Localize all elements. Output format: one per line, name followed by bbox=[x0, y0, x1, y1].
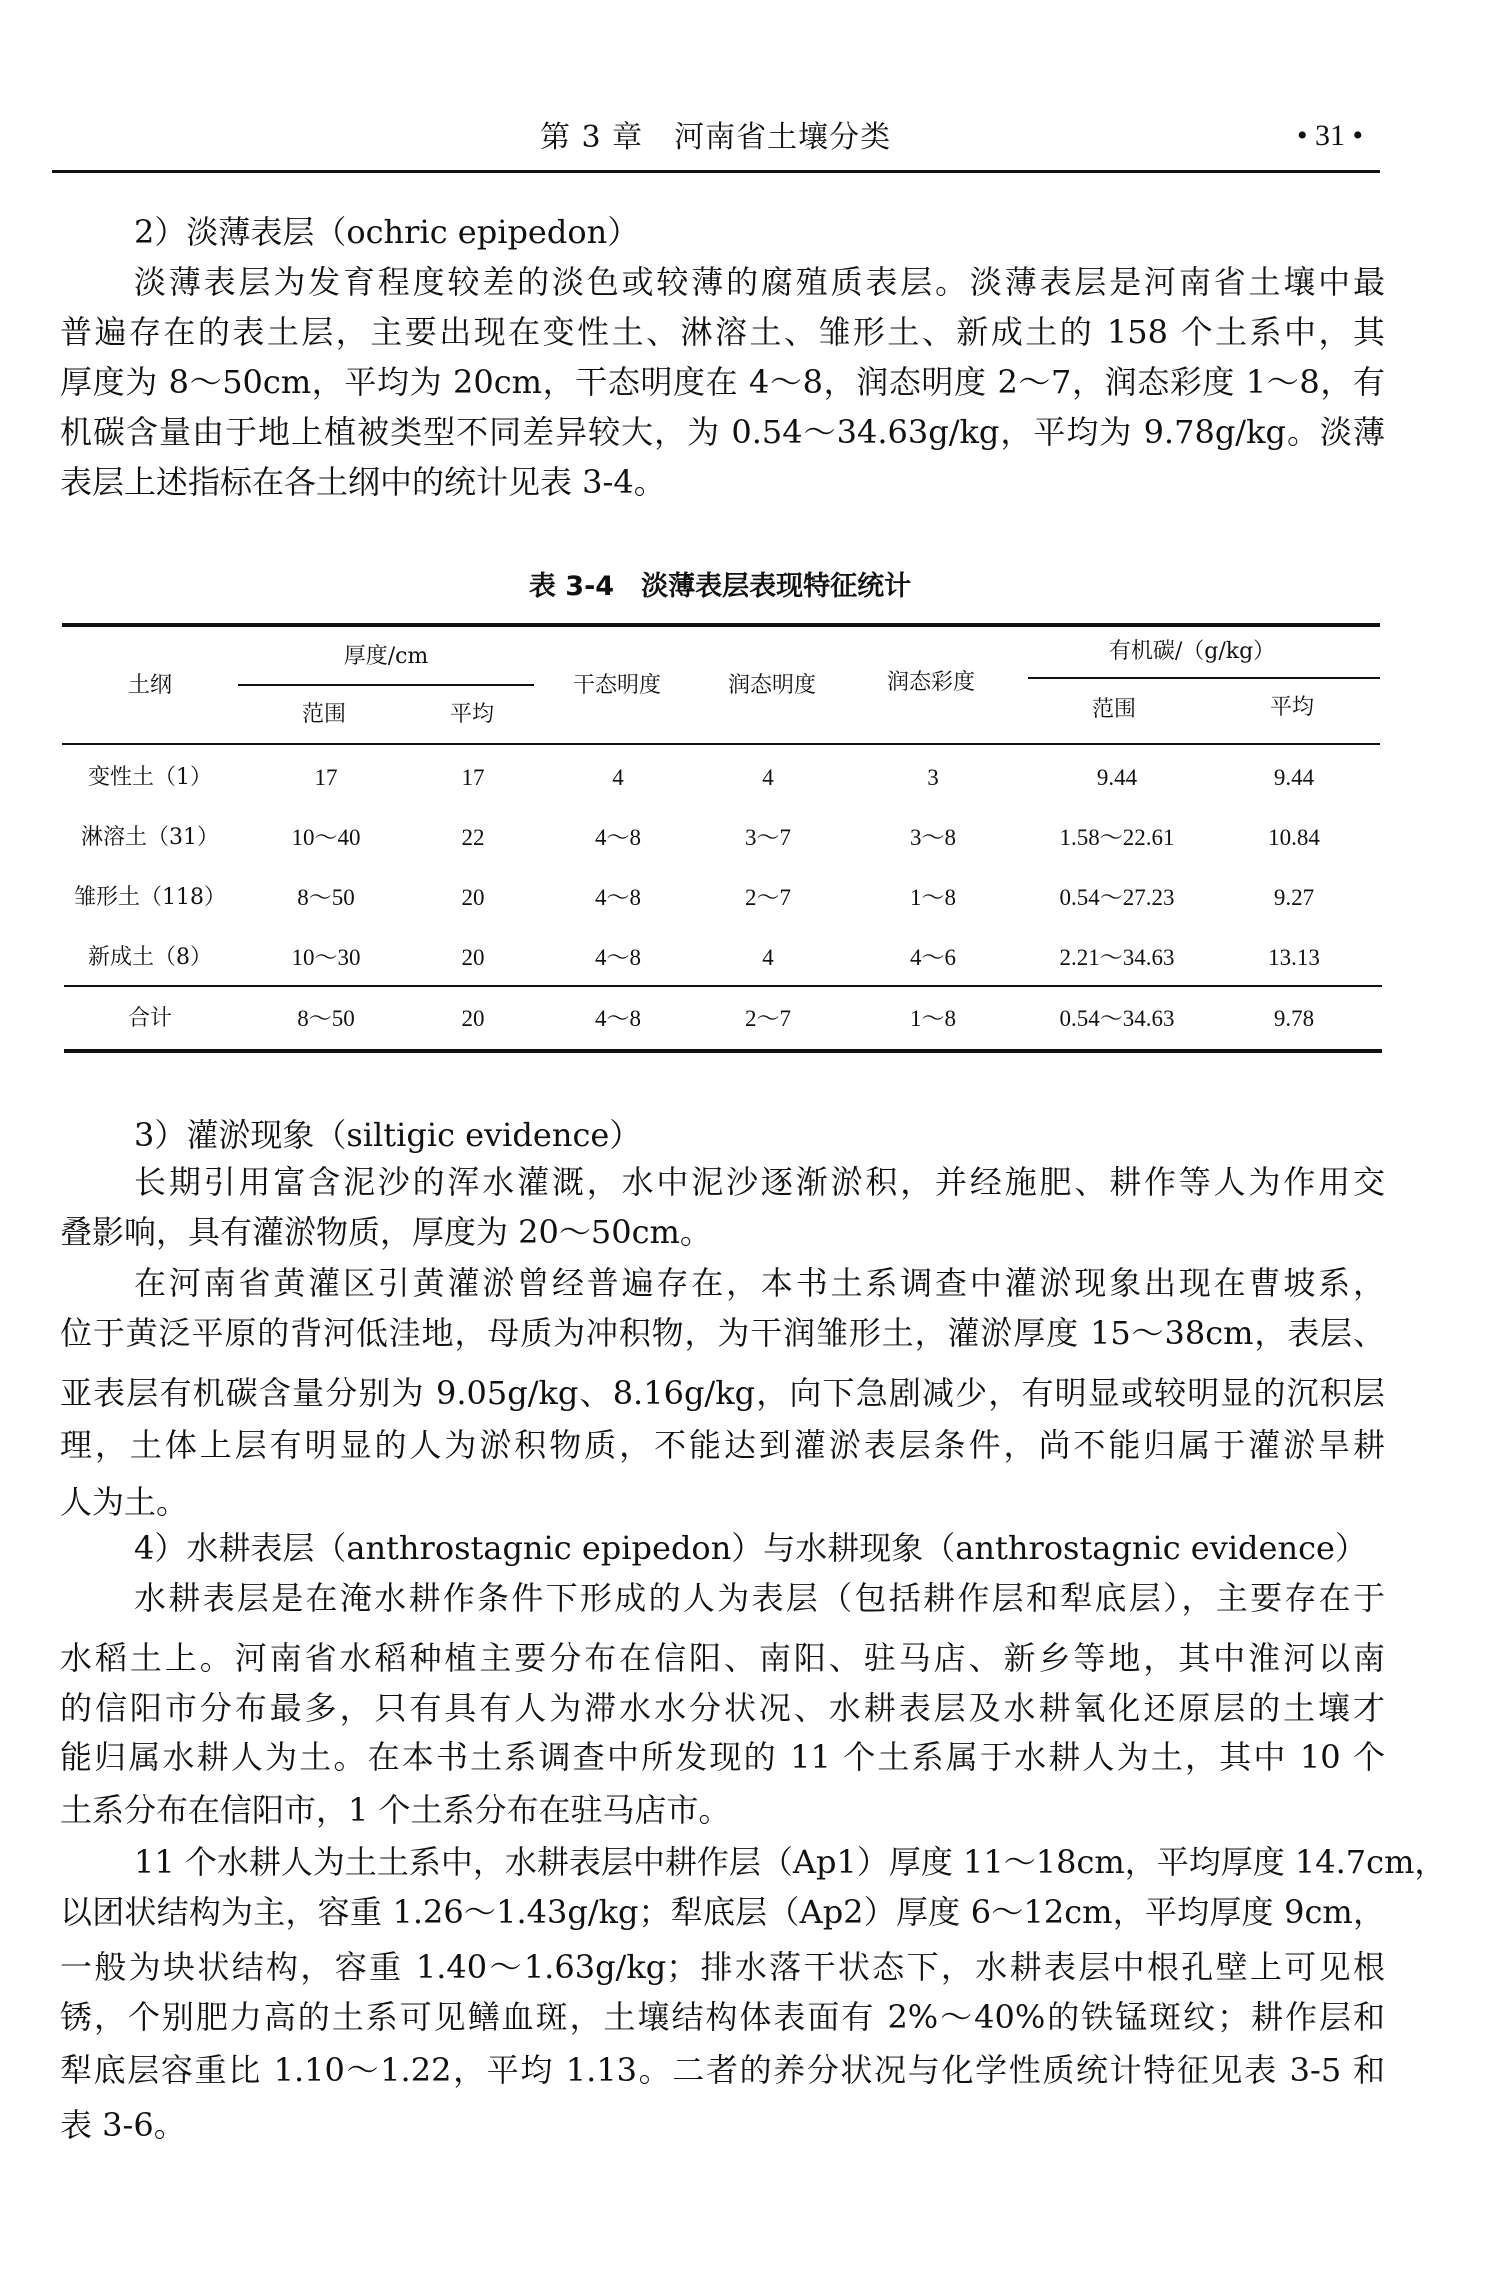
cell-oc-mean: 10.84 bbox=[1268, 825, 1320, 850]
cell-thickness-mean: 22 bbox=[461, 825, 485, 850]
header-moist-value: 润态明度 bbox=[727, 673, 817, 698]
paragraph-line: 在河南省黄灌区引黄灌淤曾经普遍存在，本书土系调查中灌淤现象出现在曹坡系， bbox=[134, 1264, 1385, 1302]
header-oc-group: 有机碳/（g/kg） bbox=[1108, 639, 1276, 664]
cell-oc-mean: 9.44 bbox=[1273, 765, 1315, 790]
cell-dry-value: 4 bbox=[612, 765, 624, 790]
cell-oc-mean: 13.13 bbox=[1268, 945, 1320, 970]
cell-dry-value: 4～8 bbox=[595, 1006, 641, 1031]
cell-order: 变性土（1） bbox=[88, 765, 212, 790]
header-oc-mean: 平均 bbox=[1269, 695, 1315, 720]
paragraph-line: 理，土体上层有明显的人为淤积物质，不能达到灌淤表层条件，尚不能归属于灌淤旱耕 bbox=[60, 1426, 1385, 1464]
paragraph-line: 11 个水耕人为土土系中，水耕表层中耕作层（Ap1）厚度 11～18cm，平均厚度 14.7cm， bbox=[134, 1843, 1447, 1881]
cell-oc-mean: 9.78 bbox=[1273, 1006, 1315, 1031]
paragraph-line: 锈，个别肥力高的土系可见鳝血斑，土壤结构体表面有 2%～40%的铁锰斑纹；耕作层和 bbox=[60, 1998, 1385, 2036]
cell-oc-range: 9.44 bbox=[1096, 765, 1138, 790]
paragraph-line: 犁底层容重比 1.10～1.22，平均 1.13。二者的养分状况与化学性质统计特征见表 3-5 和 bbox=[60, 2051, 1385, 2089]
cell-dry-value: 4～8 bbox=[595, 825, 641, 850]
cell-moist-chroma: 3～8 bbox=[910, 825, 956, 850]
paragraph-line: 土系分布在信阳市，1 个土系分布在驻马店市。 bbox=[60, 1791, 731, 1829]
thickness-group-rule bbox=[238, 684, 534, 686]
table-bottom-rule bbox=[64, 1049, 1382, 1053]
running-title: 第 3 章 河南省土壤分类 bbox=[540, 120, 892, 155]
paragraph-line: 亚表层有机碳含量分别为 9.05g/kg、8.16g/kg，向下急剧减少，有明显或较明显的沉积层 bbox=[60, 1374, 1385, 1412]
table-total-rule bbox=[64, 985, 1382, 987]
paragraph-line: 的信阳市分布最多，只有具有人为滞水水分状况、水耕表层及水耕氧化还原层的土壤才 bbox=[60, 1689, 1385, 1727]
header-thickness-range: 范围 bbox=[301, 702, 347, 727]
paragraph-line: 叠影响，具有灌淤物质，厚度为 20～50cm。 bbox=[60, 1213, 712, 1251]
paragraph-line: 水耕表层是在淹水耕作条件下形成的人为表层（包括耕作层和犁底层），主要存在于 bbox=[134, 1579, 1385, 1617]
header-moist-chroma: 润态彩度 bbox=[886, 670, 976, 695]
cell-moist-value: 2～7 bbox=[745, 1006, 791, 1031]
cell-oc-mean: 9.27 bbox=[1273, 885, 1315, 910]
cell-thickness-range: 8～50 bbox=[297, 1006, 355, 1031]
cell-order: 新成土（8） bbox=[88, 945, 212, 970]
cell-thickness-mean: 20 bbox=[461, 885, 485, 910]
cell-moist-value: 4 bbox=[762, 765, 774, 790]
paragraph-line: 表 3-6。 bbox=[60, 2106, 186, 2144]
header-oc-range: 范围 bbox=[1091, 697, 1137, 722]
header-thickness-group: 厚度/cm bbox=[343, 644, 429, 669]
cell-moist-value: 3～7 bbox=[745, 825, 791, 850]
paragraph-line: 人为土。 bbox=[60, 1483, 189, 1521]
table-header-rule bbox=[62, 743, 1380, 745]
cell-thickness-mean: 20 bbox=[461, 1006, 485, 1031]
paragraph-line: 能归属水耕人为土。在本书土系调查中所发现的 11 个土系属于水耕人为土，其中 10 个 bbox=[60, 1738, 1385, 1776]
cell-moist-value: 4 bbox=[762, 945, 774, 970]
paragraph-line: 水稻土上。河南省水稻种植主要分布在信阳、南阳、驻马店、新乡等地，其中淮河以南 bbox=[60, 1639, 1385, 1677]
paragraph-line: 普遍存在的表土层，主要出现在变性土、淋溶土、雏形土、新成土的 158 个土系中，其 bbox=[60, 313, 1385, 351]
paragraph-line: 长期引用富含泥沙的浑水灌溉，水中泥沙逐渐淤积，并经施肥、耕作等人为作用交 bbox=[134, 1163, 1385, 1201]
page-number: • 31 • bbox=[1296, 119, 1363, 152]
cell-order: 雏形土（118） bbox=[74, 885, 226, 910]
header-rule bbox=[52, 170, 1380, 173]
cell-oc-range: 1.58～22.61 bbox=[1059, 825, 1175, 850]
cell-oc-range: 0.54～27.23 bbox=[1059, 885, 1175, 910]
cell-thickness-range: 10～40 bbox=[291, 825, 361, 850]
table-top-rule bbox=[62, 623, 1380, 627]
cell-thickness-range: 10～30 bbox=[291, 945, 361, 970]
cell-oc-range: 2.21～34.63 bbox=[1059, 945, 1175, 970]
header-dry-value: 干态明度 bbox=[572, 673, 662, 698]
cell-dry-value: 4～8 bbox=[595, 885, 641, 910]
cell-moist-value: 2～7 bbox=[745, 885, 791, 910]
section-heading: 4）水耕表层（anthrostagnic epipedon）与水耕现象（anthrostagnic evidence） bbox=[134, 1529, 1367, 1567]
paragraph-line: 以团状结构为主，容重 1.26～1.43g/kg；犁底层（Ap2）厚度 6～12cm，平均厚度 9cm， bbox=[60, 1893, 1385, 1931]
cell-moist-chroma: 1～8 bbox=[910, 885, 956, 910]
cell-thickness-mean: 20 bbox=[461, 945, 485, 970]
oc-group-rule bbox=[1028, 677, 1380, 679]
paragraph-line: 淡薄表层为发育程度较差的淡色或较薄的腐殖质表层。淡薄表层是河南省土壤中最 bbox=[134, 263, 1385, 301]
table-caption: 表 3-4 淡薄表层表现特征统计 bbox=[528, 571, 912, 602]
cell-order: 淋溶土（31） bbox=[81, 825, 219, 850]
paragraph-line: 位于黄泛平原的背河低洼地，母质为冲积物，为干润雏形土，灌淤厚度 15～38cm，表层、 bbox=[60, 1314, 1385, 1352]
section-heading: 2）淡薄表层（ochric epipedon） bbox=[134, 213, 640, 251]
cell-dry-value: 4～8 bbox=[595, 945, 641, 970]
cell-thickness-range: 17 bbox=[314, 765, 338, 790]
cell-order: 合计 bbox=[127, 1006, 173, 1031]
header-thickness-mean: 平均 bbox=[449, 702, 495, 727]
cell-moist-chroma: 3 bbox=[927, 765, 939, 790]
paragraph-line: 厚度为 8～50cm，平均为 20cm，干态明度在 4～8，润态明度 2～7，润态彩度 1～8，有 bbox=[60, 363, 1385, 401]
cell-oc-range: 0.54～34.63 bbox=[1059, 1006, 1175, 1031]
header-order: 土纲 bbox=[127, 673, 173, 698]
section-heading: 3）灌淤现象（siltigic evidence） bbox=[134, 1116, 642, 1154]
cell-moist-chroma: 4～6 bbox=[910, 945, 956, 970]
paragraph-line: 机碳含量由于地上植被类型不同差异较大，为 0.54～34.63g/kg，平均为 9.78g/kg。淡薄 bbox=[60, 413, 1385, 451]
paragraph-line: 表层上述指标在各土纲中的统计见表 3-4。 bbox=[60, 463, 666, 501]
cell-moist-chroma: 1～8 bbox=[910, 1006, 956, 1031]
cell-thickness-range: 8～50 bbox=[297, 885, 355, 910]
cell-thickness-mean: 17 bbox=[461, 765, 485, 790]
paragraph-line: 一般为块状结构，容重 1.40～1.63g/kg；排水落干状态下，水耕表层中根孔壁上可见根 bbox=[60, 1948, 1385, 1986]
